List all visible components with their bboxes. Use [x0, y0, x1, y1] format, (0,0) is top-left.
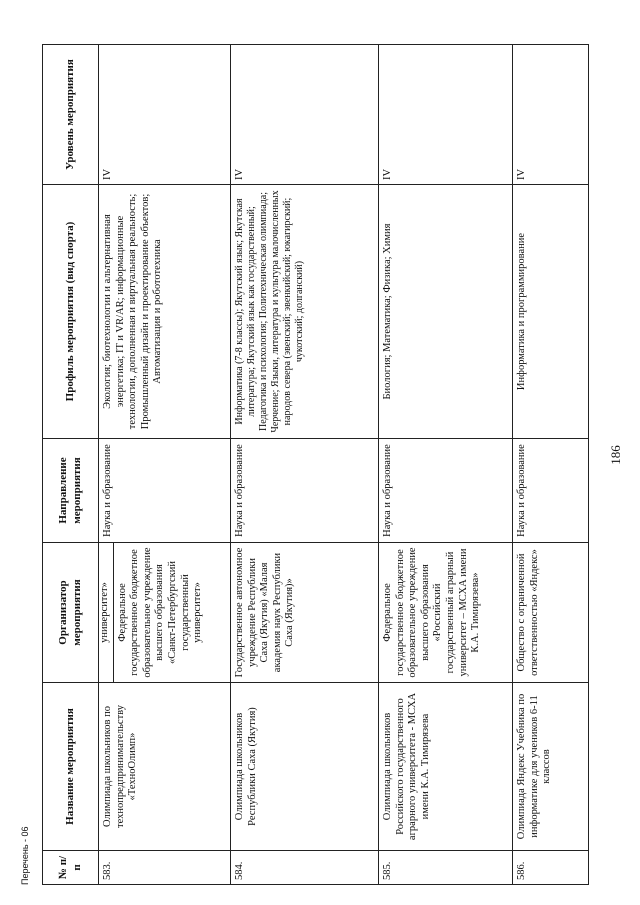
row-organizer: Федеральное государственное бюджетное образовательное учреждение высшего образования «Российский государственный аграрный университет – МСХА имени К.А. Тимирязева»: [379, 543, 513, 683]
header-name: Название мероприятия: [43, 683, 99, 851]
row-direction: Наука и образование: [513, 439, 589, 543]
row-profile: Информатика (7-8 классы); Якутский язык; Якутская литература; Якутский язык как государственный; Педагогика и психология; Политехническая олимпиада; Черчение; Языки, литература и культура малочисленных народов севера (эвенский; эвенкийский; юкагирский; чукотский; долганский): [231, 185, 379, 439]
table-row: [231, 45, 379, 885]
page-number: 186: [608, 445, 623, 465]
header-profile: Профиль мероприятия (вид спорта): [43, 185, 99, 439]
row-profile: Биология; Математика; Физика; Химия: [379, 185, 513, 439]
row-level: IV: [99, 45, 231, 185]
row-organizer: Общество с ограниченной ответственностью «Яндекс»: [513, 543, 589, 683]
row-name: Олимпиада школьников по технопредпринимательству «ТехноОлимп»: [99, 683, 231, 851]
table-row: [99, 45, 231, 885]
header-level: Уровень мероприятия: [43, 45, 99, 185]
header-direction: Направление мероприятия: [43, 439, 99, 543]
table-row: [513, 45, 589, 885]
row-num: 586.: [513, 851, 589, 885]
header-organizer: Организатор мероприятия: [43, 543, 99, 683]
row-profile: Экология; биотехнологии и альтернативная энергетика; IT и VR/AR; информационные технологии, дополненная и виртуальная реальность; Промышленный дизайн и проектирование объектов; Автоматизация и робототехника: [99, 185, 231, 439]
rotated-page: [20, 25, 630, 885]
row-direction: Наука и образование: [379, 439, 513, 543]
row-name: Олимпиада Яндекс Учебника по информатике для учеников 6-11 классов: [513, 683, 589, 851]
table-header-row: [43, 45, 99, 885]
row-level: IV: [379, 45, 513, 185]
row-direction: Наука и образование: [99, 439, 231, 543]
row-direction: Наука и образование: [231, 439, 379, 543]
continuation-text: университет»: [99, 543, 114, 682]
row-organizer: Государственное автономное учреждение Республики Саха (Якутия) «Малая академия наук Республики Саха (Якутия)»: [231, 543, 379, 683]
row-num: 584.: [231, 851, 379, 885]
row-organizer: Федеральное государственное бюджетное образовательное учреждение высшего образования «Санкт-Петербургский государственный университет»: [116, 547, 204, 678]
row-name: Олимпиада школьников Российского государственного аграрного университета - МСХА имени К.А. Тимирязева: [379, 683, 513, 851]
row-num: 585.: [379, 851, 513, 885]
row-level: IV: [513, 45, 589, 185]
row-profile: Информатика и программирование: [513, 185, 589, 439]
page-footer: Перечень - 06: [20, 826, 30, 885]
events-table: [42, 44, 589, 885]
row-num: 583.: [99, 851, 231, 885]
table-row: [379, 45, 513, 885]
row-name: Олимпиада школьников Республики Саха (Якутия): [231, 683, 379, 851]
row-level: IV: [231, 45, 379, 185]
row-organizer-cell: [99, 543, 231, 683]
header-num: № п/п: [43, 851, 99, 885]
